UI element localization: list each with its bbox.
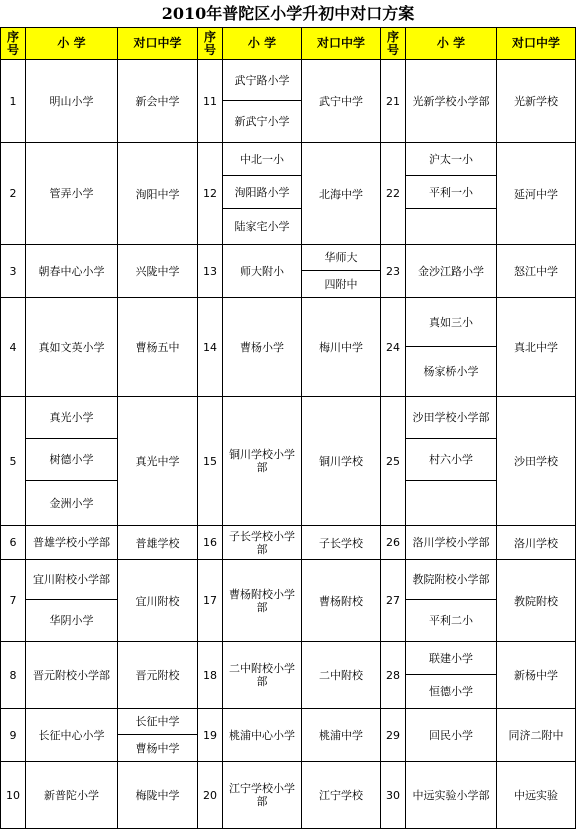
header-seq — [1, 28, 26, 60]
table-row — [1, 762, 576, 829]
seq-number: 7 — [1, 560, 26, 642]
middle-school: 真北中学 — [497, 298, 576, 397]
school-name: 普雄学校小学部 — [33, 536, 110, 549]
seq-number: 1 — [1, 60, 26, 143]
table-row — [1, 60, 576, 143]
school-name: 树德小学 — [26, 439, 117, 481]
school-name-cell — [26, 526, 118, 560]
middle-school: 洛川学校 — [497, 526, 576, 560]
school-name: 中北一小 — [223, 143, 301, 176]
school-name: 光新学校小学部 — [412, 94, 490, 108]
header-middle: 对口中学 — [118, 28, 198, 60]
school-name: 金洲小学 — [49, 496, 94, 510]
header-seq — [381, 28, 406, 60]
middle-school: 同济二附中 — [497, 709, 576, 762]
seq-number: 21 — [381, 60, 406, 143]
school-name-list — [26, 560, 117, 641]
school-name: 新普陀小学 — [44, 788, 99, 802]
school-name: 洛川学校小学部 — [412, 536, 490, 549]
table-row — [1, 642, 576, 709]
seq-number: 2 — [1, 143, 26, 245]
school-name-cell — [406, 526, 497, 560]
school-name: 新武宁小学 — [234, 115, 290, 128]
table-row — [1, 526, 576, 560]
school-name: 武宁路小学 — [223, 60, 301, 101]
seq-number: 8 — [1, 642, 26, 709]
page-title: 2010年普陀区小学升初中对口方案 — [161, 4, 415, 23]
middle-school: 梅陇中学 — [118, 762, 198, 829]
school-name-cell — [26, 245, 118, 298]
middle-school: 北海中学 — [302, 143, 381, 245]
school-name: 桃浦中心小学 — [229, 728, 295, 742]
middle-school: 江宁学校 — [302, 762, 381, 829]
school-name-cell — [223, 143, 302, 245]
school-name: 真光小学 — [26, 397, 117, 439]
school-name-cell — [406, 298, 497, 397]
school-name: 联建小学 — [406, 642, 496, 675]
middle-school: 兴陇中学 — [118, 245, 198, 298]
school-name — [406, 481, 496, 525]
seq-number: 19 — [198, 709, 223, 762]
header-row — [1, 28, 576, 60]
school-name-cell — [406, 397, 497, 526]
seq-number: 10 — [1, 762, 26, 829]
middle-school: 华师大 — [302, 245, 380, 271]
school-name-cell — [223, 526, 302, 560]
school-name: 华阴小学 — [49, 614, 94, 627]
seq-number: 24 — [381, 298, 406, 397]
school-name-list — [223, 60, 301, 142]
seq-number: 11 — [198, 60, 223, 143]
school-name: 洵阳路小学 — [223, 176, 301, 209]
school-name-cell — [26, 709, 118, 762]
table-row — [1, 397, 576, 526]
seq-number: 14 — [198, 298, 223, 397]
school-name-cell — [26, 60, 118, 143]
school-name: 回民小学 — [429, 728, 473, 742]
seq-number: 3 — [1, 245, 26, 298]
school-name-cell — [406, 709, 497, 762]
school-name-cell — [406, 143, 497, 245]
middle-school: 曹杨五中 — [118, 298, 198, 397]
middle-school: 宜川附校 — [118, 560, 198, 642]
seq-number: 27 — [381, 560, 406, 642]
middle-school: 洵阳中学 — [118, 143, 198, 245]
middle-school: 光新学校 — [497, 60, 576, 143]
school-name-cell — [223, 298, 302, 397]
table-row — [1, 560, 576, 642]
header-seq-label: 序号 — [203, 29, 216, 57]
seq-number: 28 — [381, 642, 406, 709]
school-name: 平利一小 — [406, 176, 496, 209]
school-name: 恒德小学 — [429, 685, 473, 698]
school-name-cell — [223, 397, 302, 526]
seq-number: 29 — [381, 709, 406, 762]
middle-school: 新会中学 — [118, 60, 198, 143]
middle-school: 真光中学 — [118, 397, 198, 526]
header-seq — [198, 28, 223, 60]
header-school: 小 学 — [406, 28, 497, 60]
middle-school: 延河中学 — [497, 143, 576, 245]
seq-number: 18 — [198, 642, 223, 709]
school-name: 师大附小 — [240, 264, 284, 278]
allocation-table — [0, 27, 576, 829]
seq-number: 4 — [1, 298, 26, 397]
table-row — [1, 143, 576, 245]
school-name-cell — [406, 245, 497, 298]
school-name: 村六小学 — [406, 439, 496, 481]
middle-school: 梅川中学 — [302, 298, 381, 397]
school-name-cell — [223, 709, 302, 762]
middle-school-list — [302, 245, 380, 297]
seq-number: 9 — [1, 709, 26, 762]
middle-school: 怒江中学 — [497, 245, 576, 298]
seq-number: 6 — [1, 526, 26, 560]
school-name: 曹杨附校小学部 — [229, 587, 295, 614]
school-name: 真如三小 — [406, 298, 496, 347]
school-name-cell — [406, 642, 497, 709]
school-name-cell — [406, 762, 497, 829]
table-row — [1, 709, 576, 762]
school-name: 曹杨小学 — [240, 340, 284, 354]
seq-number: 16 — [198, 526, 223, 560]
school-name: 晋元附校小学部 — [33, 668, 110, 682]
school-name-cell — [26, 762, 118, 829]
header-middle: 对口中学 — [302, 28, 381, 60]
middle-school: 中远实验 — [497, 762, 576, 829]
middle-school: 子长学校 — [302, 526, 381, 560]
school-name: 陆家宅小学 — [234, 220, 290, 233]
middle-school: 曹杨附校 — [302, 560, 381, 642]
header-school: 小 学 — [223, 28, 302, 60]
middle-school-list — [118, 709, 197, 761]
seq-number: 30 — [381, 762, 406, 829]
seq-number: 15 — [198, 397, 223, 526]
school-name: 沙田学校小学部 — [406, 397, 496, 439]
school-name: 长征中心小学 — [38, 728, 105, 742]
school-name: 中远实验小学部 — [412, 788, 490, 802]
middle-school: 铜川学校 — [302, 397, 381, 526]
middle-school: 教院附校 — [497, 560, 576, 642]
school-name-list — [406, 143, 496, 244]
school-name-cell — [223, 60, 302, 143]
school-name-cell — [26, 298, 118, 397]
header-middle: 对口中学 — [497, 28, 576, 60]
school-name-list — [406, 560, 496, 641]
middle-school: 武宁中学 — [302, 60, 381, 143]
middle-school: 普雄学校 — [118, 526, 198, 560]
school-name: 杨家桥小学 — [423, 365, 479, 378]
header-seq-label: 序号 — [6, 29, 19, 57]
school-name-list — [406, 298, 496, 396]
school-name: 真如文英小学 — [38, 340, 105, 354]
middle-school: 晋元附校 — [118, 642, 198, 709]
school-name: 管弄小学 — [49, 187, 94, 200]
middle-school: 长征中学 — [118, 709, 197, 735]
table-row — [1, 298, 576, 397]
school-name-list — [406, 642, 496, 708]
middle-school: 曹杨中学 — [135, 741, 180, 755]
school-name-list — [26, 397, 117, 525]
table-row — [1, 245, 576, 298]
school-name: 沪太一小 — [406, 143, 496, 176]
seq-number: 25 — [381, 397, 406, 526]
school-name: 明山小学 — [49, 94, 94, 108]
middle-school: 二中附校 — [302, 642, 381, 709]
school-name: 平利二小 — [429, 614, 473, 627]
seq-number: 5 — [1, 397, 26, 526]
middle-school-cell — [302, 245, 381, 298]
school-name-cell — [26, 560, 118, 642]
middle-school: 桃浦中学 — [302, 709, 381, 762]
school-name-cell — [406, 60, 497, 143]
school-name-cell — [223, 762, 302, 829]
seq-number: 22 — [381, 143, 406, 245]
middle-school-cell — [118, 709, 198, 762]
school-name-cell — [223, 560, 302, 642]
seq-number: 20 — [198, 762, 223, 829]
school-name: 朝春中心小学 — [38, 264, 105, 278]
header-seq-label: 序号 — [386, 29, 399, 57]
school-name: 江宁学校小学部 — [229, 782, 295, 808]
school-name-cell — [223, 245, 302, 298]
school-name: 教院附校小学部 — [406, 560, 496, 600]
seq-number: 17 — [198, 560, 223, 642]
middle-school: 四附中 — [324, 277, 358, 291]
school-name-cell — [26, 642, 118, 709]
middle-school: 沙田学校 — [497, 397, 576, 526]
school-name: 铜川学校小学部 — [229, 448, 295, 474]
seq-number: 23 — [381, 245, 406, 298]
school-name-list — [406, 397, 496, 525]
school-name — [406, 209, 496, 244]
school-name-cell — [223, 642, 302, 709]
middle-school: 新杨中学 — [497, 642, 576, 709]
school-name: 二中附校小学部 — [229, 662, 295, 688]
school-name: 宜川附校小学部 — [26, 560, 117, 600]
school-name: 金沙江路小学 — [418, 264, 484, 278]
seq-number: 26 — [381, 526, 406, 560]
seq-number: 12 — [198, 143, 223, 245]
school-name-cell — [406, 560, 497, 642]
seq-number: 13 — [198, 245, 223, 298]
header-school: 小 学 — [26, 28, 118, 60]
school-name-cell — [26, 397, 118, 526]
school-name-list — [223, 143, 301, 244]
school-name-cell — [26, 143, 118, 245]
school-name: 子长学校小学部 — [229, 529, 295, 556]
